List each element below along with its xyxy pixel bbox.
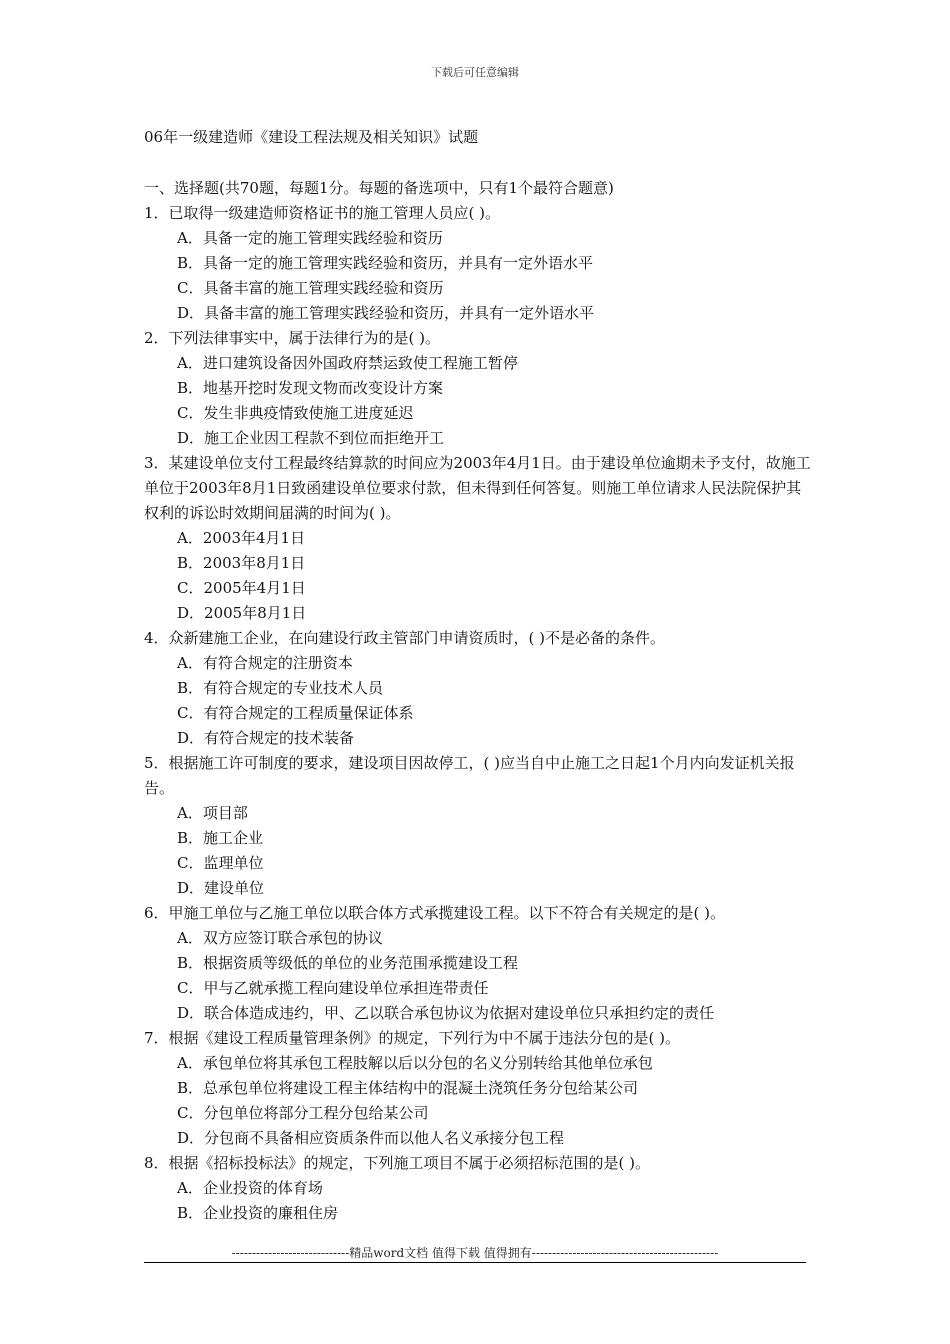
question-stem: 1．已取得一级建造师资格证书的施工管理人员应( )。 [144, 204, 501, 222]
option-a: A．双方应签订联合承包的协议 [177, 929, 383, 947]
question-5 [144, 751, 814, 901]
question-stem: 3．某建设单位支付工程最终结算款的时间应为2003年4月1日。由于建设单位逾期未予支付，故施工单位于2003年8月1日致函建设单位要求付款，但未得到任何答复。则施工单位请求人民法院保护其权利的诉讼时效期间届满的时间为( )。 [144, 454, 811, 522]
option-d: D．具备丰富的施工管理实践经验和资历，并具有一定外语水平 [177, 304, 595, 322]
question-stem: 6．甲施工单位与乙施工单位以联合体方式承揽建设工程。以下不符合有关规定的是( )。 [144, 904, 726, 922]
option-d: D．联合体造成违约，甲、乙以联合承包协议为依据对建设单位只承担约定的责任 [177, 1004, 715, 1022]
question-4 [144, 626, 814, 751]
option-d: D．分包商不具备相应资质条件而以他人名义承接分包工程 [177, 1129, 565, 1147]
question-1 [144, 201, 814, 326]
document-title: 06年一级建造师《建设工程法规及相关知识》试题 [144, 128, 479, 146]
option-c: C．2005年4月1日 [177, 579, 306, 597]
option-c: C．具备丰富的施工管理实践经验和资历 [177, 279, 444, 297]
question-stem: 8．根据《招标投标法》的规定，下列施工项目不属于必须招标范围的是( )。 [144, 1154, 651, 1172]
question-stem: 5．根据施工许可制度的要求，建设项目因故停工，( )应当自中止施工之日起1个月内向发证机关报告。 [144, 754, 795, 797]
section-heading: 一、选择题(共70题，每题1分。每题的备选项中，只有1个最符合题意) [144, 179, 614, 197]
option-c: C．有符合规定的工程质量保证体系 [177, 704, 414, 722]
option-d: D．2005年8月1日 [177, 604, 307, 622]
option-c: C．监理单位 [177, 854, 264, 872]
question-8 [144, 1151, 814, 1226]
option-a: A．承包单位将其承包工程肢解以后以分包的名义分别转给其他单位承包 [177, 1054, 653, 1072]
question-stem: 4．众新建施工企业，在向建设行政主管部门申请资质时，( )不是必备的条件。 [144, 629, 666, 647]
option-b: B．地基开挖时发现文物而改变设计方案 [177, 379, 444, 397]
option-a: A．企业投资的体育场 [177, 1179, 323, 1197]
option-b: B．2003年8月1日 [177, 554, 306, 572]
option-d: D．建设单位 [177, 879, 265, 897]
question-2 [144, 326, 814, 451]
option-a: A．进口建筑设备因外国政府禁运致使工程施工暂停 [177, 354, 518, 372]
option-d: D．施工企业因工程款不到位而拒绝开工 [177, 429, 445, 447]
option-b: B．根据资质等级低的单位的业务范围承揽建设工程 [177, 954, 519, 972]
option-b: B．企业投资的廉租住房 [177, 1204, 339, 1222]
option-b: B．有符合规定的专业技术人员 [177, 679, 384, 697]
option-b: B．具备一定的施工管理实践经验和资历，并具有一定外语水平 [177, 254, 594, 272]
option-c: C．甲与乙就承揽工程向建设单位承担连带责任 [177, 979, 489, 997]
question-stem: 2．下列法律事实中，属于法律行为的是( )。 [144, 329, 441, 347]
footer-divider [144, 1262, 806, 1263]
option-a: A．2003年4月1日 [177, 529, 306, 547]
option-c: C．发生非典疫情致使施工进度延迟 [177, 404, 414, 422]
header-note: 下载后可任意编辑 [431, 66, 519, 79]
option-c: C．分包单位将部分工程分包给某公司 [177, 1104, 429, 1122]
option-a: A．有符合规定的注册资本 [177, 654, 353, 672]
question-6 [144, 901, 814, 1026]
option-b: B．总承包单位将建设工程主体结构中的混凝土浇筑任务分包给某公司 [177, 1079, 639, 1097]
question-list [144, 176, 814, 1226]
option-a: A．项目部 [177, 804, 248, 822]
question-3 [144, 451, 814, 626]
option-b: B．施工企业 [177, 829, 264, 847]
option-d: D．有符合规定的技术装备 [177, 729, 355, 747]
option-a: A．具备一定的施工管理实践经验和资历 [177, 229, 443, 247]
footer-note: -----------------------------精品word文档 值得下载 值得拥有---------------------------------------------- [231, 1246, 719, 1260]
question-7 [144, 1026, 814, 1151]
question-stem: 7．根据《建设工程质量管理条例》的规定，下列行为中不属于违法分包的是( )。 [144, 1029, 681, 1047]
